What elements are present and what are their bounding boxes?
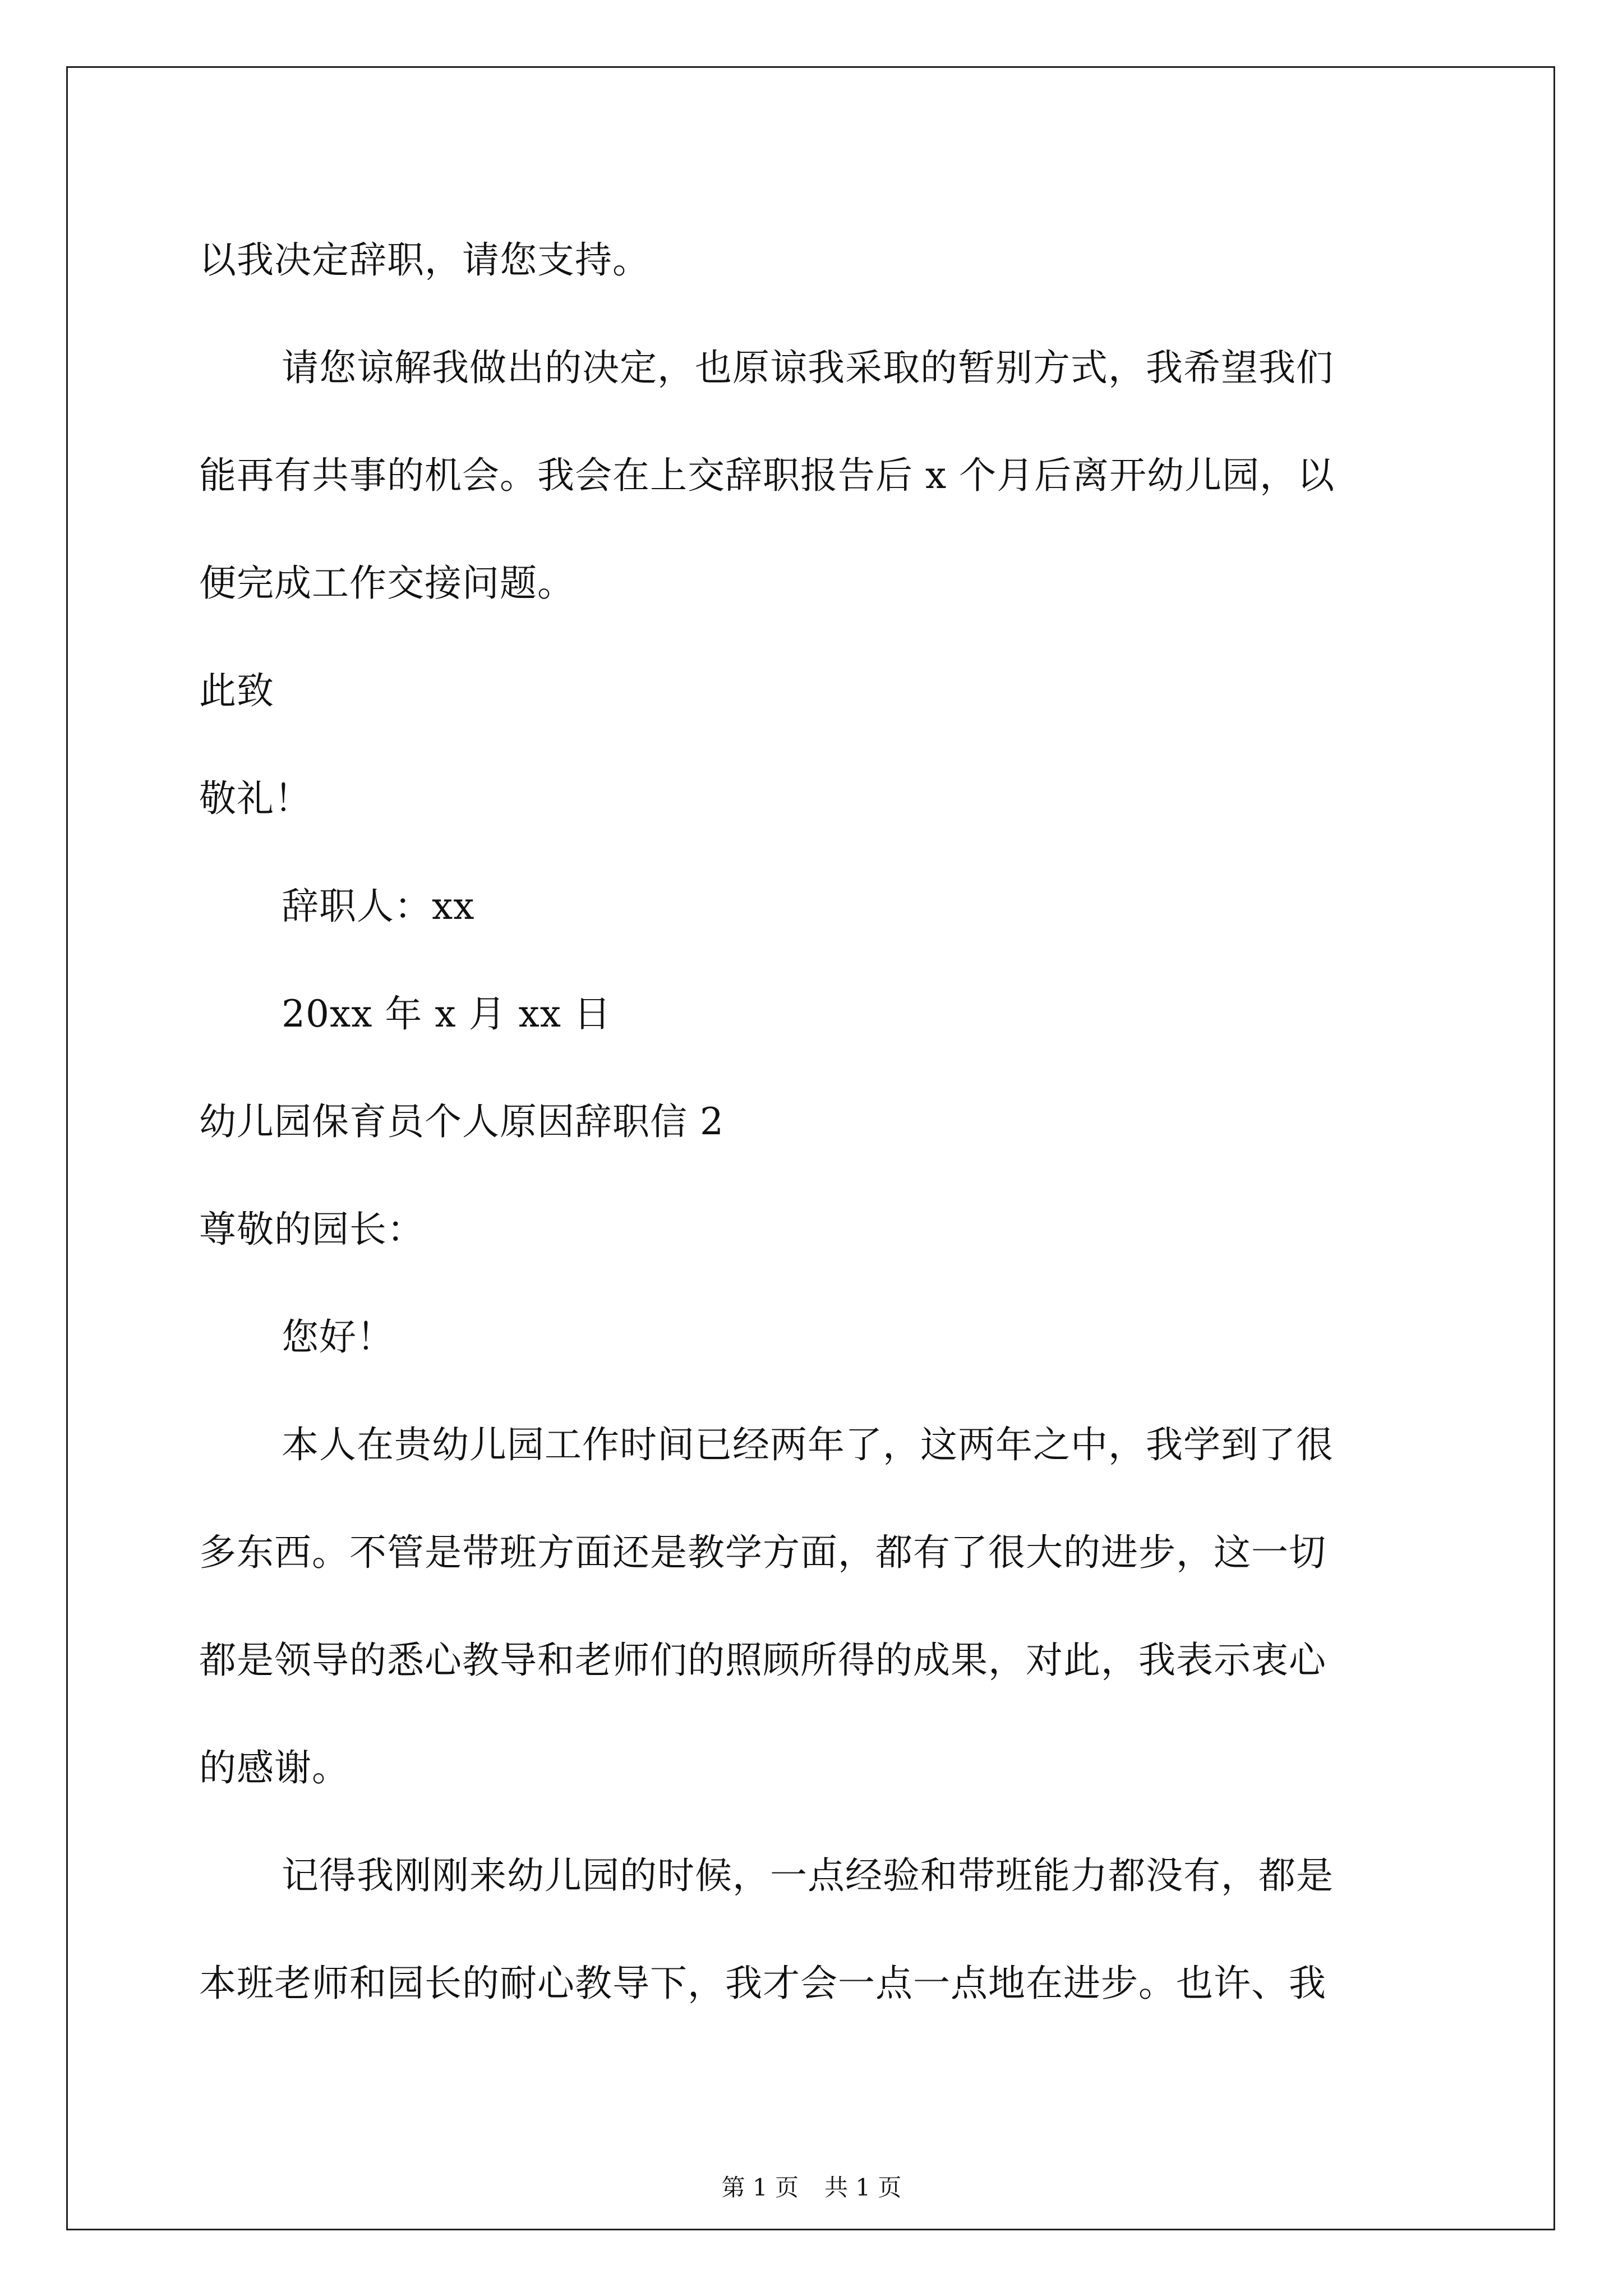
closing-salutation: 此致 <box>199 669 274 712</box>
paragraph-line: 本班老师和园长的耐心教导下，我才会一点一点地在进步。也许、我 <box>199 1962 1326 2005</box>
section-title: 幼儿园保育员个人原因辞职信 2 <box>199 1100 724 1143</box>
page-number: 第 1 页 <box>721 2174 799 2201</box>
paragraph-line: 记得我刚刚来幼儿园的时候，一点经验和带班能力都没有，都是 <box>282 1854 1334 1897</box>
signature-line: 辞职人：xx <box>282 885 475 928</box>
paragraph-line: 的感谢。 <box>199 1746 349 1789</box>
closing-regards: 敬礼！ <box>199 777 312 820</box>
document-body <box>199 206 1436 2037</box>
paragraph-line: 都是领导的悉心教导和老师们的照顾所得的成果，对此，我表示衷心 <box>199 1639 1326 1682</box>
letter-greeting: 尊敬的园长： <box>199 1208 425 1251</box>
page-total: 共 1 页 <box>824 2174 902 2201</box>
paragraph-line: 以我决定辞职，请您支持。 <box>199 238 650 282</box>
page-footer <box>0 2171 1623 2205</box>
paragraph-line: 本人在贵幼儿园工作时间已经两年了，这两年之中，我学到了很 <box>282 1423 1334 1466</box>
paragraph-line: 能再有共事的机会。我会在上交辞职报告后 x 个月后离开幼儿园，以 <box>199 454 1335 497</box>
letter-hello: 您好！ <box>282 1315 394 1359</box>
date-line: 20xx 年 x 月 xx 日 <box>282 992 611 1036</box>
paragraph-line: 便完成工作交接问题。 <box>199 562 575 605</box>
paragraph-line: 请您谅解我做出的决定，也原谅我采取的暂别方式，我希望我们 <box>282 346 1334 389</box>
paragraph-line: 多东西。不管是带班方面还是教学方面，都有了很大的进步，这一切 <box>199 1531 1326 1574</box>
